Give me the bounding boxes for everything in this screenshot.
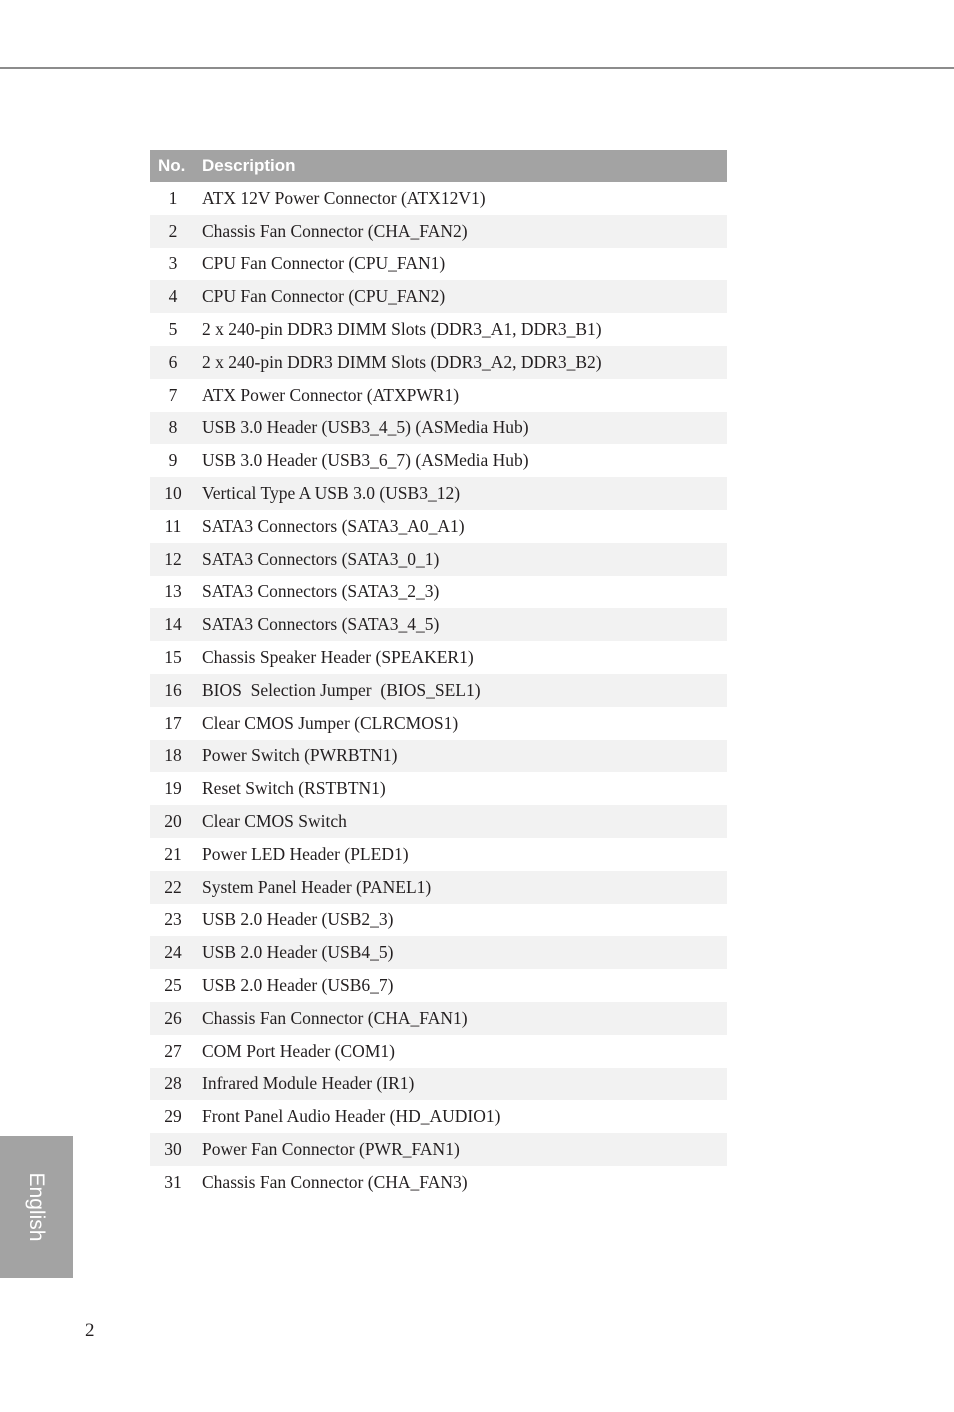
table-row [150,1100,727,1133]
table-row [150,904,727,937]
row-description: Chassis Fan Connector (CHA_FAN2) [202,220,468,241]
row-description: ATX Power Connector (ATXPWR1) [202,384,460,405]
row-description: System Panel Header (PANEL1) [202,876,432,897]
row-number: 25 [164,975,182,996]
row-description: Infrared Module Header (IR1) [202,1073,415,1094]
table-body [150,182,727,1199]
row-number: 5 [168,319,178,340]
row-description: CPU Fan Connector (CPU_FAN1) [202,253,446,274]
row-description: Chassis Fan Connector (CHA_FAN3) [202,1171,468,1192]
row-description: SATA3 Connectors (SATA3_0_1) [202,548,440,569]
header-description: Description [202,156,296,175]
table-header [150,150,727,182]
table-row [150,871,727,904]
row-number: 7 [168,384,178,405]
row-number: 21 [164,843,182,864]
row-number: 14 [164,614,182,635]
table-row [150,969,727,1002]
row-description: Power LED Header (PLED1) [202,843,409,864]
component-table [150,150,727,1199]
table-row [150,412,727,445]
row-number: 8 [168,417,178,438]
row-description: 2 x 240-pin DDR3 DIMM Slots (DDR3_A2, DDR3_B2) [202,351,602,372]
row-description: USB 2.0 Header (USB6_7) [202,975,394,996]
table-row [150,740,727,773]
table-row [150,248,727,281]
row-description: Vertical Type A USB 3.0 (USB3_12) [202,483,461,504]
row-number: 20 [164,811,182,832]
table-row [150,936,727,969]
table-row [150,444,727,477]
row-number: 26 [164,1007,182,1028]
table-row [150,1133,727,1166]
row-description: SATA3 Connectors (SATA3_A0_A1) [202,515,465,536]
table-row [150,805,727,838]
row-number: 12 [164,548,182,569]
row-description: ATX 12V Power Connector (ATX12V1) [202,187,486,208]
row-description: Chassis Fan Connector (CHA_FAN1) [202,1007,468,1028]
row-number: 18 [164,745,182,766]
table-row [150,280,727,313]
row-number: 11 [164,515,182,536]
row-description: Power Switch (PWRBTN1) [202,745,398,766]
row-description: USB 3.0 Header (USB3_4_5) (ASMedia Hub) [202,417,529,438]
table-row [150,707,727,740]
row-number: 3 [168,253,178,274]
table-row [150,182,727,215]
row-description: Power Fan Connector (PWR_FAN1) [202,1139,460,1159]
table-row [150,346,727,379]
row-number: 1 [168,187,178,208]
row-description: COM Port Header (COM1) [202,1040,395,1061]
table-row [150,1002,727,1035]
row-number: 17 [164,712,182,733]
row-number: 19 [164,778,182,799]
table-row [150,1068,727,1101]
row-description: Clear CMOS Switch [202,811,347,832]
row-description: Reset Switch (RSTBTN1) [202,778,386,799]
table-row [150,313,727,346]
table-row [150,510,727,543]
table-row [150,608,727,641]
row-description: Chassis Speaker Header (SPEAKER1) [202,647,474,668]
table-row [150,641,727,674]
table-row [150,674,727,707]
row-number: 16 [164,679,182,700]
top-rule [0,67,954,69]
row-number: 10 [164,483,182,504]
table-row [150,838,727,871]
row-number: 29 [164,1106,182,1127]
language-tab-label: English [25,1172,48,1242]
table-row [150,215,727,248]
row-description: BIOS Selection Jumper (BIOS_SEL1) [202,679,481,700]
row-number: 4 [168,286,178,307]
row-description: USB 2.0 Header (USB4_5) [202,942,394,963]
row-description: CPU Fan Connector (CPU_FAN2) [202,286,446,307]
table-row [150,576,727,609]
row-number: 22 [164,876,182,897]
row-number: 28 [164,1073,182,1094]
row-description: Clear CMOS Jumper (CLRCMOS1) [202,712,459,733]
table-row [150,477,727,510]
header-no: No. [158,156,186,175]
row-number: 13 [164,581,182,602]
row-number: 24 [164,942,182,963]
table-row [150,543,727,576]
row-number: 23 [164,909,182,930]
row-number: 9 [168,450,178,471]
row-description: USB 3.0 Header (USB3_6_7) (ASMedia Hub) [202,450,529,471]
table-row [150,1166,727,1199]
language-tab [0,1136,73,1278]
row-description: USB 2.0 Header (USB2_3) [202,909,394,930]
table-row [150,1035,727,1068]
table-row [150,379,727,412]
row-description: 2 x 240-pin DDR3 DIMM Slots (DDR3_A1, DDR3_B1) [202,319,602,340]
table-row [150,772,727,805]
row-description: SATA3 Connectors (SATA3_2_3) [202,581,440,602]
row-number: 27 [164,1040,182,1061]
row-number: 30 [164,1139,182,1159]
row-description: Front Panel Audio Header (HD_AUDIO1) [202,1106,501,1127]
row-number: 15 [164,647,182,668]
row-number: 6 [168,351,178,372]
row-number: 2 [168,220,178,241]
page-number: 2 [85,1320,95,1341]
row-description: SATA3 Connectors (SATA3_4_5) [202,614,440,635]
row-number: 31 [164,1171,182,1192]
